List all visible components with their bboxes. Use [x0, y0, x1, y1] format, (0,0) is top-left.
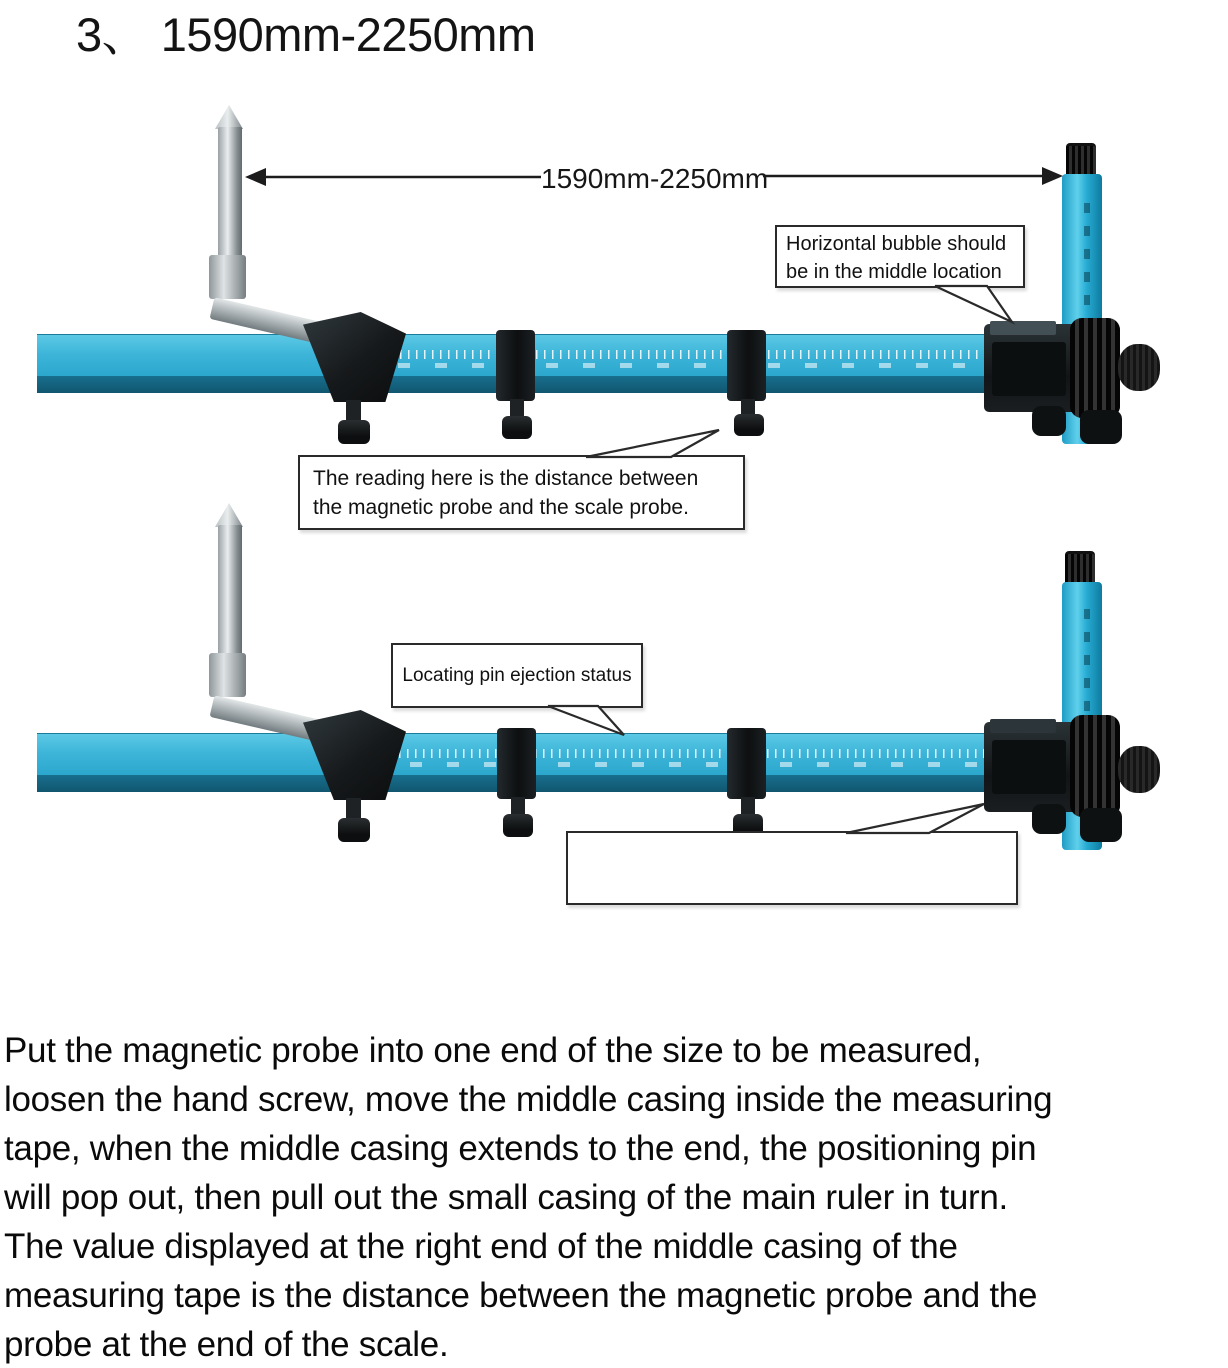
callout-empty — [566, 831, 1018, 905]
instruction-line: Put the magnetic probe into one end of the size to be measured, — [4, 1031, 982, 1070]
callout-locating-pin-text: Locating pin ejection status — [402, 664, 632, 686]
housing-ear-right — [1080, 410, 1122, 444]
dim-arrowhead-right — [1042, 167, 1063, 185]
magnetic-probe-shaft — [218, 127, 242, 257]
bubble-level — [990, 321, 1056, 335]
clamp-screw-knob — [338, 420, 370, 444]
pointer-empty-callout — [846, 804, 984, 833]
beam-scale-ticks — [367, 749, 992, 769]
slider-screw-knob-a — [503, 814, 533, 837]
clamp-screw-stem — [346, 400, 361, 422]
pointer-locating-callout — [548, 706, 624, 735]
housing-ribs — [1070, 318, 1120, 418]
instruction-text — [4, 1026, 1228, 1368]
slider-collar-a — [496, 330, 535, 401]
hand-screw-knob — [1118, 344, 1160, 391]
housing-ear-left — [1032, 406, 1066, 436]
magnetic-probe-collar — [209, 653, 246, 697]
callout-bubble-line1: Horizontal bubble should — [786, 233, 1007, 255]
slider-collar-b — [727, 330, 766, 401]
magnetic-probe-collar — [209, 255, 246, 299]
instruction-line: The value displayed at the right end of the middle casing of the — [4, 1227, 958, 1266]
dim-arrowhead-left — [245, 168, 266, 186]
instruction-line: tape, when the middle casing extends to the end, the positioning pin — [4, 1129, 1037, 1168]
housing-ribs — [1070, 715, 1120, 817]
callout-reading — [298, 455, 745, 530]
clamp-screw-knob — [338, 818, 370, 842]
instruction-line: will pop out, then pull out the small casing of the main ruler in turn. — [4, 1178, 1008, 1217]
magnetic-probe-tip — [215, 503, 243, 527]
bubble-level — [990, 719, 1056, 733]
housing-ear-right — [1080, 808, 1122, 842]
magnetic-probe-tip — [215, 105, 243, 129]
callout-locating-pin — [391, 643, 643, 708]
section-title: 3、 1590mm-2250mm — [76, 8, 536, 61]
callout-reading-line2: the magnetic probe and the scale probe. — [313, 496, 689, 519]
instruction-line: probe at the end of the scale. — [4, 1325, 449, 1364]
housing-plate — [992, 740, 1066, 794]
instruction-line: loosen the hand screw, move the middle casing inside the measuring — [4, 1080, 1053, 1119]
slider-screw-knob-a — [502, 416, 532, 439]
pointer-bubble-callout — [935, 286, 1012, 322]
slider-screw-knob-b — [734, 414, 764, 436]
callout-bubble-level — [775, 225, 1025, 288]
hand-screw-knob — [1118, 746, 1160, 793]
slider-collar-a — [497, 728, 536, 799]
beam-scale-ticks — [392, 350, 992, 370]
callout-bubble-line2: be in the middle location — [786, 261, 1002, 283]
slider-collar-b — [727, 728, 766, 799]
housing-plate — [992, 342, 1066, 396]
dimension-label: 1590mm-2250mm — [541, 163, 769, 194]
pointer-reading-callout — [586, 430, 719, 457]
clamp-screw-stem — [346, 798, 361, 820]
magnetic-probe-shaft — [218, 525, 242, 655]
housing-ear-left — [1032, 804, 1066, 834]
callout-reading-line1: The reading here is the distance between — [313, 467, 699, 490]
instruction-line: measuring tape is the distance between the magnetic probe and the — [4, 1276, 1038, 1315]
